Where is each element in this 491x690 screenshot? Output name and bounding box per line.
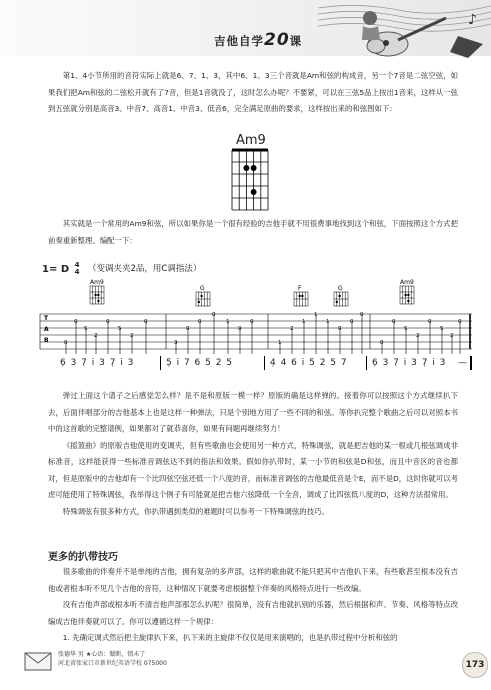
jianpu-measure-3: 4̣ 4 6 i 5 2 5 7 [270, 358, 348, 368]
svg-text:2: 2 [94, 333, 98, 339]
page-number: 173 [462, 652, 488, 678]
chord-symbol-3: F [298, 285, 302, 292]
intro-paragraph: 第1、4小节所用的音符实际上就是6、7、1、3，其中6、1、3三个音就是Am和弦的构成音，另一个7音是二弦空弦，如果我们把Am和弦的二弦松开就有了7音，但是1音就没了，这时怎么办呢？不要紧，可以在三弦5品上按出1音来，这样从一弦到五弦就分别是高音3、中音7、高音1、中音3、低音6，完全满足原曲的要求，这样按出来的和弦图如下： [48, 71, 458, 113]
key-signature: 1= D 4 4 [42, 261, 80, 276]
chord-symbol-4: G [338, 285, 343, 292]
svg-text:5: 5 [118, 326, 122, 332]
svg-text:2: 2 [290, 326, 294, 332]
footnote-line-1: 张德华 男 ★心语：做断，情未了 [58, 651, 146, 658]
svg-text:2: 2 [130, 333, 134, 339]
section-text [48, 564, 458, 647]
svg-text:0: 0 [350, 319, 354, 325]
chord-symbol-5: Am9 [400, 279, 414, 286]
svg-text:2: 2 [450, 333, 454, 339]
svg-text:2: 2 [416, 333, 420, 339]
guitar-music-icon [318, 0, 491, 60]
tab-staff [36, 276, 476, 386]
section-title: 更多的扒带技巧 [48, 552, 118, 563]
time-signature-bottom: 4 [74, 268, 80, 276]
svg-text:5: 5 [440, 326, 444, 332]
jianpu-measure-1: 6̣ 3 7̣ i 3 7̣ i 3 [60, 358, 135, 368]
svg-text:1: 1 [326, 319, 330, 325]
time-signature-top: 4 [74, 261, 80, 269]
header-title-number: 20 [264, 30, 290, 50]
body-paragraph-2: 《摇篮曲》的原版吉他使用的变调夹，但有些歌曲也会使用另一种方式，特殊调弦，就是把吉他的某一根或几根弦调成非标准音，这样能获得一些标准音调弦达不到的指法和效果。假如你扒带时，某一小节的和弦是D和弦，而且中音区的音也都对，但是原版中的吉他却有一个比四弦空弦还低一个八度的音，而标准音调弦的吉他最低音是个E，而不是D，这时你就可以考虑可能使用了特殊调弦，我举得这个例子有可能就是把吉他六弦降低一个全音，调成了比四弦低八度的D，这种方法很常用。 [48, 440, 458, 499]
svg-text:0: 0 [238, 326, 242, 332]
svg-text:0: 0 [198, 319, 202, 325]
footnote-line-2: 河北省张家口市新世纪英语学校 075000 [58, 660, 167, 667]
svg-text:♪: ♪ [468, 12, 477, 28]
svg-text:3: 3 [174, 340, 178, 346]
section-paragraph-2: 没有吉他声部或根本听不清吉他声部那怎么扒呢？很简单，没有吉他就扒别的乐器，然后根据和声、节奏、风格等特点改编成吉他伴奏就可以了。你可以遵循这样一个规律： [48, 600, 458, 626]
jianpu-barline [264, 356, 265, 370]
svg-text:0: 0 [428, 319, 432, 325]
jianpu-end: — [458, 358, 467, 368]
section-paragraph-3: 1. 先确定调式然后把主旋律扒下来，扒下来的主旋律不仅仅是用来演唱的，也是扒带过程中分析和弦的 [62, 633, 398, 642]
svg-text:0: 0 [392, 319, 396, 325]
chord-symbol-2: G [200, 285, 205, 292]
chord-symbol-1: Am9 [90, 279, 104, 286]
section-paragraph-1: 很多歌曲的伴奏并不是单纯的吉他，拥有复杂的多声部，这样的歌曲就不能只把其中吉他扒下来，有些歌甚至根本没有吉他或者根本听不见几个吉他的音符，这种情况下就要考虑根据整个伴奏的风格特点进行一些改编。 [48, 567, 458, 593]
jianpu-measure-2: 5̣ i 7 6 5 2 5 [166, 358, 234, 368]
tab-letter-b: B [44, 337, 49, 344]
jianpu-end-barline [470, 356, 472, 370]
svg-text:0: 0 [74, 319, 78, 325]
body-text [48, 388, 458, 520]
header-title: 吉他自学20课 [214, 30, 303, 50]
svg-text:0: 0 [64, 340, 68, 346]
jianpu-barline [160, 356, 161, 370]
body-paragraph-1: 弹过上面这个谱子之后感觉怎么样？是不是和原版一模一样？原版的确是这样弹的。接着你可以按照这个方式继续扒下去，后面伴唱部分的吉他基本上也是这样一种弹法，只是个别地方用了一些不同的和弦。等你扒完整个歌曲之后可以对照本书中的这首歌的完整谱例，如果都对了就恭喜你，如果有问题再继续努力！ [48, 391, 458, 433]
svg-text:0: 0 [186, 326, 190, 332]
svg-text:1: 1 [314, 312, 318, 318]
svg-text:0: 0 [144, 319, 148, 325]
jianpu-barline [366, 356, 367, 370]
svg-text:1: 1 [278, 340, 282, 346]
svg-text:0: 0 [458, 319, 462, 325]
svg-text:5: 5 [84, 326, 88, 332]
tab-letter-a: A [44, 326, 49, 333]
svg-text:0: 0 [360, 312, 364, 318]
svg-text:0: 0 [212, 312, 216, 318]
svg-text:0: 0 [106, 319, 110, 325]
svg-text:1: 1 [226, 319, 230, 325]
svg-text:1: 1 [302, 319, 306, 325]
envelope-icon [24, 650, 54, 672]
chord-diagram-name: Am9 [236, 133, 266, 148]
tab-letter-t: T [44, 315, 49, 322]
chord-diagram [226, 134, 274, 214]
jianpu-measure-4: 6̣ 3 7̣ i 3 7̣ i 3 [372, 358, 447, 368]
svg-text:0: 0 [380, 340, 384, 346]
svg-text:0: 0 [338, 326, 342, 332]
body-paragraph-3: 特殊调弦有很多种方式，你扒带遇到类似的难题时可以参考一下特殊调弦的技巧。 [62, 506, 329, 516]
svg-text:0: 0 [250, 319, 254, 325]
arrangement-paragraph: 其实就是一个常用的Am9和弦，所以如果你是一个很有经验的吉他手就不用很费事地找到这个和弦，下面按照这个方式把前奏重新整理、编配一下： [48, 219, 458, 245]
reader-footnote [58, 650, 167, 668]
capo-note: （变调夹夹2品，用C调指法） [88, 264, 202, 274]
svg-text:5: 5 [404, 326, 408, 332]
